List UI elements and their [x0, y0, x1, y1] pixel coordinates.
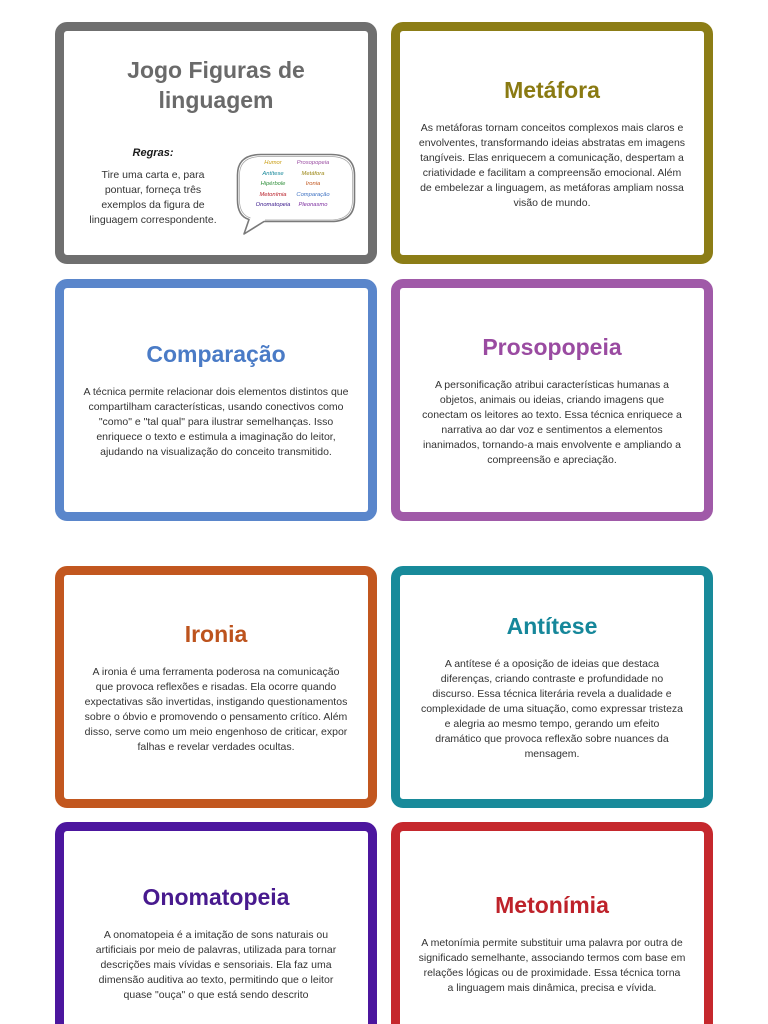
figure-tag: Humor: [264, 160, 282, 166]
figure-card-description: A antítese é a oposição de ideias que destaca diferenças, criando contraste e profundidade no discurso. Essa técnica literária revela a dualidade e complexidade de uma situação, como expressar tristeza e alegria ao mesmo tempo, gerando um efeito dramático que provoca reflexão sobre nuances da mensagem.: [420, 658, 684, 760]
figure-tag: Pleonasmo: [298, 202, 328, 208]
figure-card-metafora: [391, 22, 713, 264]
figure-card-description: A onomatopeia é a imitação de sons naturais ou artificiais por meio de palavras, utilizada para tornar descrições mais vívidas e sensoriais. Ela faz uma dimensão auditiva ao texto, permitindo que o leitor quase "ouça" o que está sendo descrito: [95, 929, 337, 1001]
figure-card-metonimia: [391, 822, 713, 1024]
figure-card-title: Onomatopeia: [142, 884, 290, 910]
figure-tag: Metáfora: [301, 170, 325, 177]
figure-tag: Onomatopeia: [255, 202, 291, 208]
speech-bubble: [234, 150, 358, 238]
rules-label: Regras:: [132, 147, 174, 159]
figure-card-antitese: [391, 566, 713, 808]
figure-tag: Metonímia: [259, 191, 287, 198]
figure-tag: Prosopopeia: [296, 160, 330, 166]
figure-tag: Antítese: [262, 170, 284, 177]
figure-card-description: As metáforas tornam conceitos complexos mais claros e envolventes, transformando ideias abstratas em imagens tangíveis. Elas enriquecem a comunicação, despertam a criatividade e facilitam a compreensão emocional. Além de embelezar a linguagem, as metáforas ampliam nossa visão de mundo.: [418, 121, 686, 209]
figure-tag: Ironia: [305, 181, 321, 187]
figure-card-onomatopeia: [55, 822, 377, 1024]
figure-card-comparacao: [55, 279, 377, 521]
figure-tag: Hipérbole: [260, 181, 286, 187]
game-title: Jogo Figuras de linguagem: [127, 57, 305, 113]
rules-card: [55, 22, 377, 264]
figure-card-title: Prosopopeia: [482, 333, 622, 360]
figure-card-description: A técnica permite relacionar dois elementos distintos que compartilham características, usando conectivos como "como" e "tal qual" para ilustrar semelhanças. Isso enriquece o texto e estimula a imaginação do leitor, ajudando na visualização do conceito transmitido.: [83, 386, 349, 458]
figure-tag: Comparação: [296, 191, 330, 198]
figure-card-prosopopeia: [391, 279, 713, 521]
figure-card-title: Comparação: [146, 341, 286, 367]
figure-card-description: A ironia é uma ferramenta poderosa na comunicação que provoca reflexões e risadas. Ela ocorre quando expectativas são invertidas, instigando questionamentos sobre o óbvio e promovendo o pensamento crítico. Além disso, serve como um meio engenhoso de criticar, expor falhas e revelar verdades ocultas.: [84, 665, 348, 753]
figure-card-title: Antítese: [506, 613, 598, 639]
rules-text: Tire uma carta e, para pontuar, forneça três exemplos da figura de linguagem correspondente.: [89, 169, 217, 226]
figure-card-title: Metáfora: [504, 76, 600, 103]
figure-card-ironia: [55, 566, 377, 808]
figure-card-title: Metonímia: [495, 891, 609, 918]
figure-list: [253, 158, 333, 211]
figure-card-description: A personificação atribui características humanas a objetos, animais ou ideias, criando imagens que conectam os leitores ao texto. Essa técnica enriquece a narrativa ao dar voz e sentimentos a elementos inanimados, tornando-a mais envolvente e ampliando a compreensão e apreciação.: [422, 378, 682, 466]
figure-card-title: Ironia: [184, 620, 248, 647]
figure-card-description: A metonímia permite substituir uma palavra por outra de significado semelhante, associando termos com base em relações lógicas ou de proximidade. Essa técnica torna a linguagem mais dinâmica, precisa e vívida.: [418, 936, 686, 994]
rules-section: [78, 146, 228, 228]
